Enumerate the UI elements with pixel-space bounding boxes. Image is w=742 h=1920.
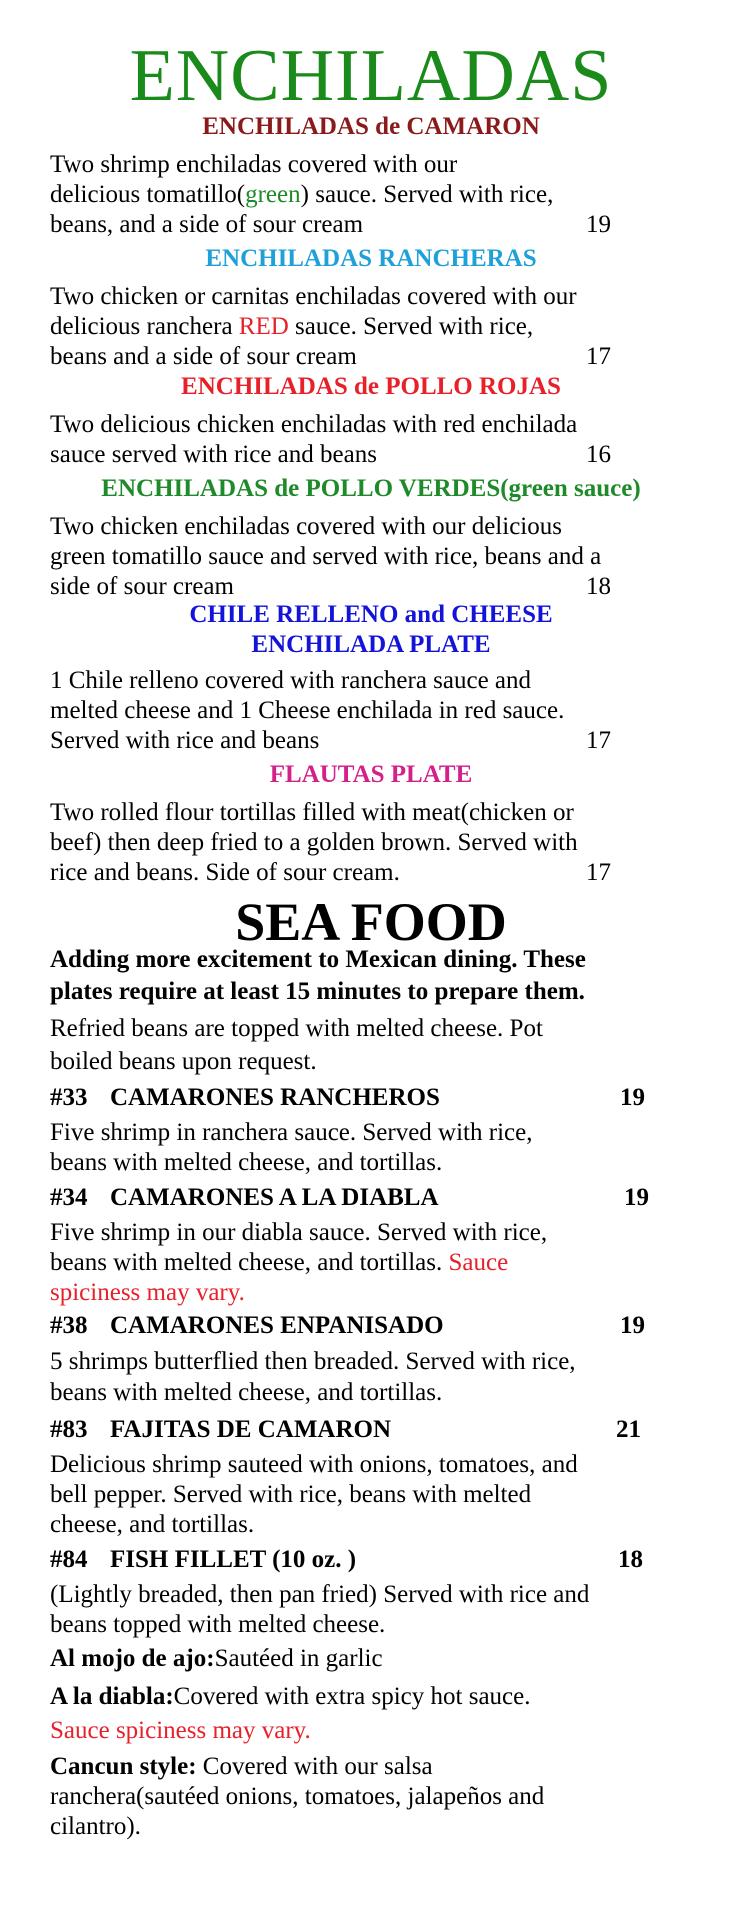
dish-price-flautas-plate: 17 (586, 859, 611, 886)
style-cancun: Cancun style: Covered with our salsa ranchera(sautéed onions, tomatoes, jalapeños and cilantro). (50, 1753, 545, 1840)
seafood-intro-bold: Adding more excitement to Mexican dining. These plates require at least 15 minutes to prepare them. (50, 946, 586, 1005)
dish-description-enchiladas-rancheras: Two chicken or carnitas enchiladas covered with our delicious ranchera RED sauce. Served with rice, beans and a side of sour cream (50, 283, 577, 370)
dish-description-chile-relleno-cheese-enchilada: 1 Chile relleno covered with ranchera sauce and melted cheese and 1 Cheese enchilada in red sauce. Served with rice and beans (50, 667, 565, 754)
dish-title-enchiladas-pollo-rojas: ENCHILADAS de POLLO ROJAS (181, 373, 561, 400)
seafood-item-description-38: 5 shrimps butterflied then breaded. Served with rice, beans with melted cheese, and tortillas. (50, 1348, 576, 1406)
dish-description-enchiladas-pollo-rojas: Two delicious chicken enchiladas with red enchilada sauce served with rice and beans (50, 411, 578, 468)
dish-description-flautas-plate: Two rolled flour tortillas filled with meat(chicken or beef) then deep fried to a golden brown. Served with rice and beans. Side of sour cream. (50, 799, 578, 886)
seafood-item-title-34: #34 CAMARONES A LA DIABLA 19 (50, 1184, 649, 1211)
seafood-item-description-33: Five shrimp in ranchera sauce. Served with rice, beans with melted cheese, and tortillas. (50, 1119, 533, 1176)
dish-description-enchiladas-camaron: Two shrimp enchiladas covered with our delicious tomatillo(green) sauce. Served with rice, beans, and a side of sour cream (50, 151, 554, 238)
style-a-la-diabla: A la diabla:Covered with extra spicy hot sauce. Sauce spiciness may vary. (50, 1683, 531, 1744)
dish-price-chile-relleno-cheese-enchilada: 17 (586, 727, 611, 754)
dish-title-enchiladas-camaron: ENCHILADAS de CAMARON (202, 113, 540, 140)
seafood-section-title: SEA FOOD (235, 892, 507, 952)
dish-description-enchiladas-pollo-verdes: Two chicken enchiladas covered with our delicious green tomatillo sauce and served with rice, beans and a side of sour cream (50, 513, 602, 600)
seafood-item-description-34: Five shrimp in our diabla sauce. Served with rice, beans with melted cheese, and tortillas. Sauce spiciness may vary. (50, 1219, 548, 1306)
seafood-intro-text: Refried beans are topped with melted cheese. Pot boiled beans upon request. (50, 1015, 543, 1075)
seafood-item-description-84: (Lightly breaded, then pan fried) Served with rice and beans topped with melted cheese. (50, 1581, 590, 1638)
dish-price-enchiladas-rancheras: 17 (586, 343, 611, 370)
seafood-item-title-33: #33 CAMARONES RANCHEROS 19 (50, 1084, 645, 1111)
dish-title-enchiladas-rancheras: ENCHILADAS RANCHERAS (205, 245, 537, 272)
dish-price-enchiladas-pollo-rojas: 16 (586, 441, 611, 468)
seafood-item-description-83: Delicious shrimp sauteed with onions, tomatoes, and bell pepper. Served with rice, beans with melted cheese, and tortillas. (50, 1451, 578, 1538)
seafood-item-title-83: #83 FAJITAS DE CAMARON 21 (50, 1416, 641, 1443)
dish-price-enchiladas-pollo-verdes: 18 (586, 573, 611, 600)
enchiladas-section-title: ENCHILADAS (129, 35, 613, 117)
seafood-item-title-38: #38 CAMARONES ENPANISADO 19 (50, 1312, 645, 1339)
dish-title-flautas-plate: FLAUTAS PLATE (269, 761, 473, 788)
dish-title-enchiladas-pollo-verdes: ENCHILADAS de POLLO VERDES(green sauce) (101, 475, 641, 502)
style-al-mojo-de-ajo: Al mojo de ajo:Sautéed in garlic (50, 1645, 383, 1672)
dish-title-chile-relleno-cheese-enchilada: CHILE RELLENO and CHEESE ENCHILADA PLATE (189, 601, 553, 658)
dish-price-enchiladas-camaron: 19 (586, 211, 611, 238)
seafood-item-title-84: #84 FISH FILLET (10 oz. ) 18 (50, 1546, 643, 1573)
